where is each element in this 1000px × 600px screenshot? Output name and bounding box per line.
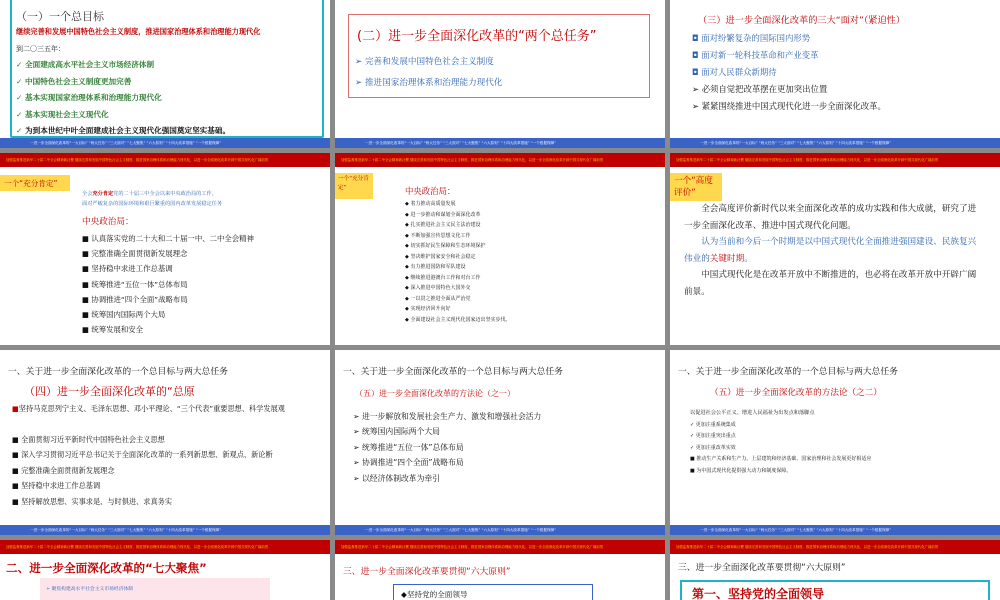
slide-3-list (692, 30, 886, 115)
section-head: 一、关于进一步全面深化改革的一个总目标与两大总任务 (8, 367, 228, 377)
slide-9-list (690, 420, 871, 477)
list-item: ■ 坚持稳中求进工作总基调 (82, 264, 173, 274)
slide-10-title: 二、进一步全面深化改革的“七大聚焦” (6, 561, 207, 575)
slide-6-tag: 一个“高度评价” (674, 176, 713, 198)
list-item: ■ 深入学习贯彻习近平总书记关于全面深化改革的一系列新思想、新观点、新论断 (12, 450, 273, 460)
list-item: ◆ 切实抓好民生保障和生态环境保护 (405, 243, 486, 249)
slide-footer-bar: 一进一步全面深化改革的“一大目标” “两大任务” “三大面对” “七大聚焦” “六大原则” “十四大改革措施” “一个根据保障” (0, 138, 330, 148)
list-item: ➢ 统筹国内国际两个大局 (353, 427, 440, 437)
slide-7-title: （四）进一步全面深化改革的“总原 (24, 385, 195, 398)
slide-3[interactable] (670, 0, 1000, 148)
slide-1-title: （一）一个总目标 (16, 10, 104, 23)
section-head: 一、关于进一步全面深化改革的一个总目标与两大总任务 (678, 367, 898, 377)
slide-8[interactable] (335, 350, 665, 535)
list-item: ✓ 全面建成高水平社会主义市场经济体制 (16, 60, 155, 69)
list-item: ■ 坚持解放思想、实事求是、与时俱进、求真务实 (12, 496, 173, 506)
list-item: ➢ 协调推进“四个全面”战略布局 (353, 458, 464, 468)
list-item: ■ 完整准确全面贯彻新发展理念 (82, 249, 188, 259)
slide-11-item: ◆坚持党的全面领导 (401, 590, 468, 599)
slide-11[interactable] (335, 540, 665, 600)
paragraph: 全会高度评价新时代以来全面深化改革的成功实践和伟大成就，研究了进一步全面深化改革、推进中国式现代化问题。 (684, 204, 977, 231)
list-item: ➢ 必须自觉把改革摆在更加突出位置 (692, 84, 828, 94)
slide-12[interactable] (670, 540, 1000, 600)
slide-3-title: （三）进一步全面深化改革的三大“面对”（紧迫性） (698, 15, 906, 26)
slide-5[interactable] (335, 153, 665, 345)
slide-footer-bar: 一进一步全面深化改革的“一大目标” “两大任务” “三大面对” “七大聚焦” “六大原则” “十四大改革措施” “一个根据保障” (670, 525, 1000, 535)
list-item: ◆ 一以贯之推进全面从严治党 (405, 295, 471, 302)
list-item: ◘ 面对纷繁复杂的国际国内形势 (692, 33, 811, 43)
slide-header-bar: 加强监督推进新华二十届二中全会精神新社稷 继续完善和发展中国特色社会主义制度、推进国家治理体系和治理能力现代化，以进一步全面深化改革开辟中国式现代化广阔前景 (335, 153, 665, 167)
slide-4-tag: 一个“充分肯定” (4, 179, 58, 188)
slide-1[interactable] (0, 0, 330, 148)
slide-4-list (82, 231, 254, 337)
list-item: ✓ 为到本世纪中叶全面建成社会主义现代化强国奠定坚实基础。 (16, 126, 231, 135)
list-item: ■ 统筹国内国际两个大局 (82, 310, 166, 320)
list-item: ■ 推动生产关系和生产力、上层建筑和经济基础、国家治理和社会发展更好相适应 (690, 456, 872, 463)
list-item: ✓ 更加注重系统集成 (690, 422, 736, 428)
slide-footer-bar: 一进一步全面深化改革的“一大目标” “两大任务” “三大面对” “七大聚焦” “六大原则” “十四大改革措施” “一个根据保障” (335, 525, 665, 535)
list-item: ◆ 着力推动高质量发展 (405, 201, 456, 207)
slide-footer-bar: 一进一步全面深化改革的“一大目标” “两大任务” “三大面对” “七大聚焦” “六大原则” “十四大改革措施” “一个根据保障” (0, 525, 330, 535)
slide-10-item: ➢ 聚焦构建高水平社会主义市场经济体制 (46, 587, 134, 592)
slide-8-title: （五）进一步全面深化改革的方法论（之一） (355, 389, 515, 398)
slide-5-tag: 一个“充分肯定” (338, 176, 369, 191)
list-item: ◆ 深入推进中国特色大国外交 (405, 285, 471, 291)
list-item: ✓ 中国特色社会主义制度更加完善 (16, 76, 132, 86)
paragraph: 认为当前和今后一个时期是以中国式现代化全面推进强国建设、民族复兴伟业的关键时期。 (684, 237, 977, 264)
list-item: ◆ 实现经济回升向好 (405, 306, 451, 312)
list-item: ◘ 面对人民群众新期待 (692, 67, 777, 77)
list-item: ➢ 以经济体制改革为牵引 (353, 473, 440, 483)
slide-4-head: 中央政治局： (82, 217, 134, 227)
list-item: ✓ 更加注重改革实效 (690, 444, 736, 451)
list-item: ➢ 统筹推进“五位一体”总体布局 (353, 442, 464, 452)
list-item: ■ 为中国式现代化提供强大动力和制度保障。 (690, 467, 792, 474)
slide-6-body (684, 201, 980, 301)
list-item: ◆ 不断加强宣传思想文化工作 (405, 232, 471, 239)
list-item: ◆ 有力推进国防和军队建设 (405, 264, 466, 270)
slide-7-list (12, 432, 273, 509)
slide-6[interactable] (670, 153, 1000, 345)
section-head: 一、关于进一步全面深化改革的一个总目标与两大总任务 (343, 367, 563, 377)
list-item: ◆ 扎实推进社会主义民主法治建设 (405, 222, 481, 228)
slide-8-list (353, 409, 541, 486)
paragraph: 中国式现代化是在改革开放中不断推进的，也必将在改革开放中开辟广阔前景。 (684, 270, 977, 297)
slide-header-bar: 加强监督推进新华二十届二中全会精神新社稷 继续完善和发展中国特色社会主义制度、推进国家治理体系和治理能力现代化，以进一步全面深化改革开辟中国式现代化广阔前景 (670, 153, 1000, 167)
list-item: ➢ 进一步解放和发展社会生产力、激发和增强社会活力 (353, 412, 542, 421)
slide-2-title: (二）进一步全面深化改革的“两个总任务” (357, 29, 597, 44)
list-item: ➢ 紧紧围绕推进中国式现代化进一步全面深化改革。 (692, 101, 886, 111)
list-item: ■ 统筹推进“五位一体”总体布局 (82, 279, 188, 289)
list-item: ■ 统筹发展和安全 (82, 325, 144, 335)
slide-12-item: 第一、坚持党的全面领导 (692, 587, 825, 600)
list-item: ✓ 基本实现社会主义现代化 (16, 109, 109, 119)
slide-header-bar: 加强监督推进新华二十届二中全会精神新社稷 继续完善和发展中国特色社会主义制度、推进国家治理体系和治理能力现代化，以进一步全面深化改革开辟中国式现代化广阔前景 (670, 540, 1000, 554)
slide-7-lead: ■坚持马克思列宁主义、毛泽东思想、邓小平理论、“三个代表”重要思想、科学发展观 (12, 404, 285, 413)
slide-header-bar: 加强监督推进新华二十届二中全会精神新社稷 继续完善和发展中国特色社会主义制度、推进国家治理体系和治理能力现代化，以进一步全面深化改革开辟中国式现代化广阔前景 (0, 540, 330, 554)
list-item: ■ 完整准确全面贯彻新发展理念 (12, 465, 115, 475)
slide-header-bar: 加强监督推进新华二十届二中全会精神新社稷 继续完善和发展中国特色社会主义制度、推进国家治理体系和治理能力现代化，以进一步全面深化改革开辟中国式现代化广阔前景 (335, 540, 665, 554)
slide-5-list (405, 199, 510, 325)
slide-header-bar: 加强监督推进新华二十届二中全会精神新社稷 继续完善和发展中国特色社会主义制度、推进国家治理体系和治理能力现代化，以进一步全面深化改革开辟中国式现代化广阔前景 (0, 153, 330, 167)
slide-footer-bar: 一进一步全面深化改革的“一大目标” “两大任务” “三大面对” “七大聚焦” “六大原则” “十四大改革措施” “一个根据保障” (335, 138, 665, 148)
slide-9-intro: 以促进社会公平正义、增进人民福祉为出发点和落脚点 (690, 410, 815, 416)
list-item: ■ 全面贯彻习近平新时代中国特色社会主义思想 (12, 435, 165, 444)
slide-5-head: 中央政治局： (405, 186, 456, 196)
slide-10[interactable] (0, 540, 330, 600)
list-item: ◆ 坚决维护国家安全和社会稳定 (405, 253, 476, 260)
list-item: ✓ 基本实现国家治理体系和治理能力现代化 (16, 93, 162, 102)
list-item: ◆ 全面建设社会主义现代化国家迈出坚实步伐。 (405, 316, 511, 323)
list-item: ➢ 推进国家治理体系和治理能力现代化 (355, 78, 503, 88)
slide-9[interactable] (670, 350, 1000, 535)
list-item: ◆ 进一步推动和谋划全面深化改革 (405, 211, 481, 218)
slide-4-text: 全会充分肯定党的二十届三中全会以来中央政治局的工作。 面对严峻复杂的国际环境和艰巨繁重的国内改革发展稳定任务 (82, 191, 223, 207)
list-item: ◆ 继续推进港澳台工作和对台工作 (405, 274, 481, 281)
slide-7[interactable] (0, 350, 330, 535)
bullet-icon: ■ (12, 404, 19, 413)
slide-1-lead: 继续完善和发展中国特色社会主义制度，推进国家治理体系和治理能力现代化 (16, 27, 261, 36)
list-item: ✓ 更加注重突出重点 (690, 433, 736, 440)
slide-2[interactable] (335, 0, 665, 148)
slide-1-list (16, 57, 230, 140)
list-item: ■ 协调推进“四个全面”战略布局 (82, 294, 188, 304)
list-item: ➢ 完善和发展中国特色社会主义制度 (355, 57, 494, 67)
list-item: ■ 认真落实党的二十大和二十届一中、二中全会精神 (82, 234, 254, 243)
slide-1-sub: 到二〇三五年： (16, 45, 65, 53)
slide-12-title: 三、进一步全面深化改革要贯彻“六大原则” (678, 563, 846, 573)
slide-footer-bar: 一进一步全面深化改革的“一大目标” “两大任务” “三大面对” “七大聚焦” “六大原则” “十四大改革措施” “一个根据保障” (670, 138, 1000, 148)
slide-2-list (355, 52, 502, 94)
slide-9-title: （五）进一步全面深化改革的方法论（之二） (710, 388, 882, 398)
list-item: ◘ 面对新一轮科技革命和产业变革 (692, 50, 819, 60)
slide-11-title: 三、进一步全面深化改革要贯彻“六大原则” (343, 567, 511, 577)
slide-4[interactable] (0, 153, 330, 345)
list-item: ■ 坚持稳中求进工作总基调 (12, 481, 101, 491)
